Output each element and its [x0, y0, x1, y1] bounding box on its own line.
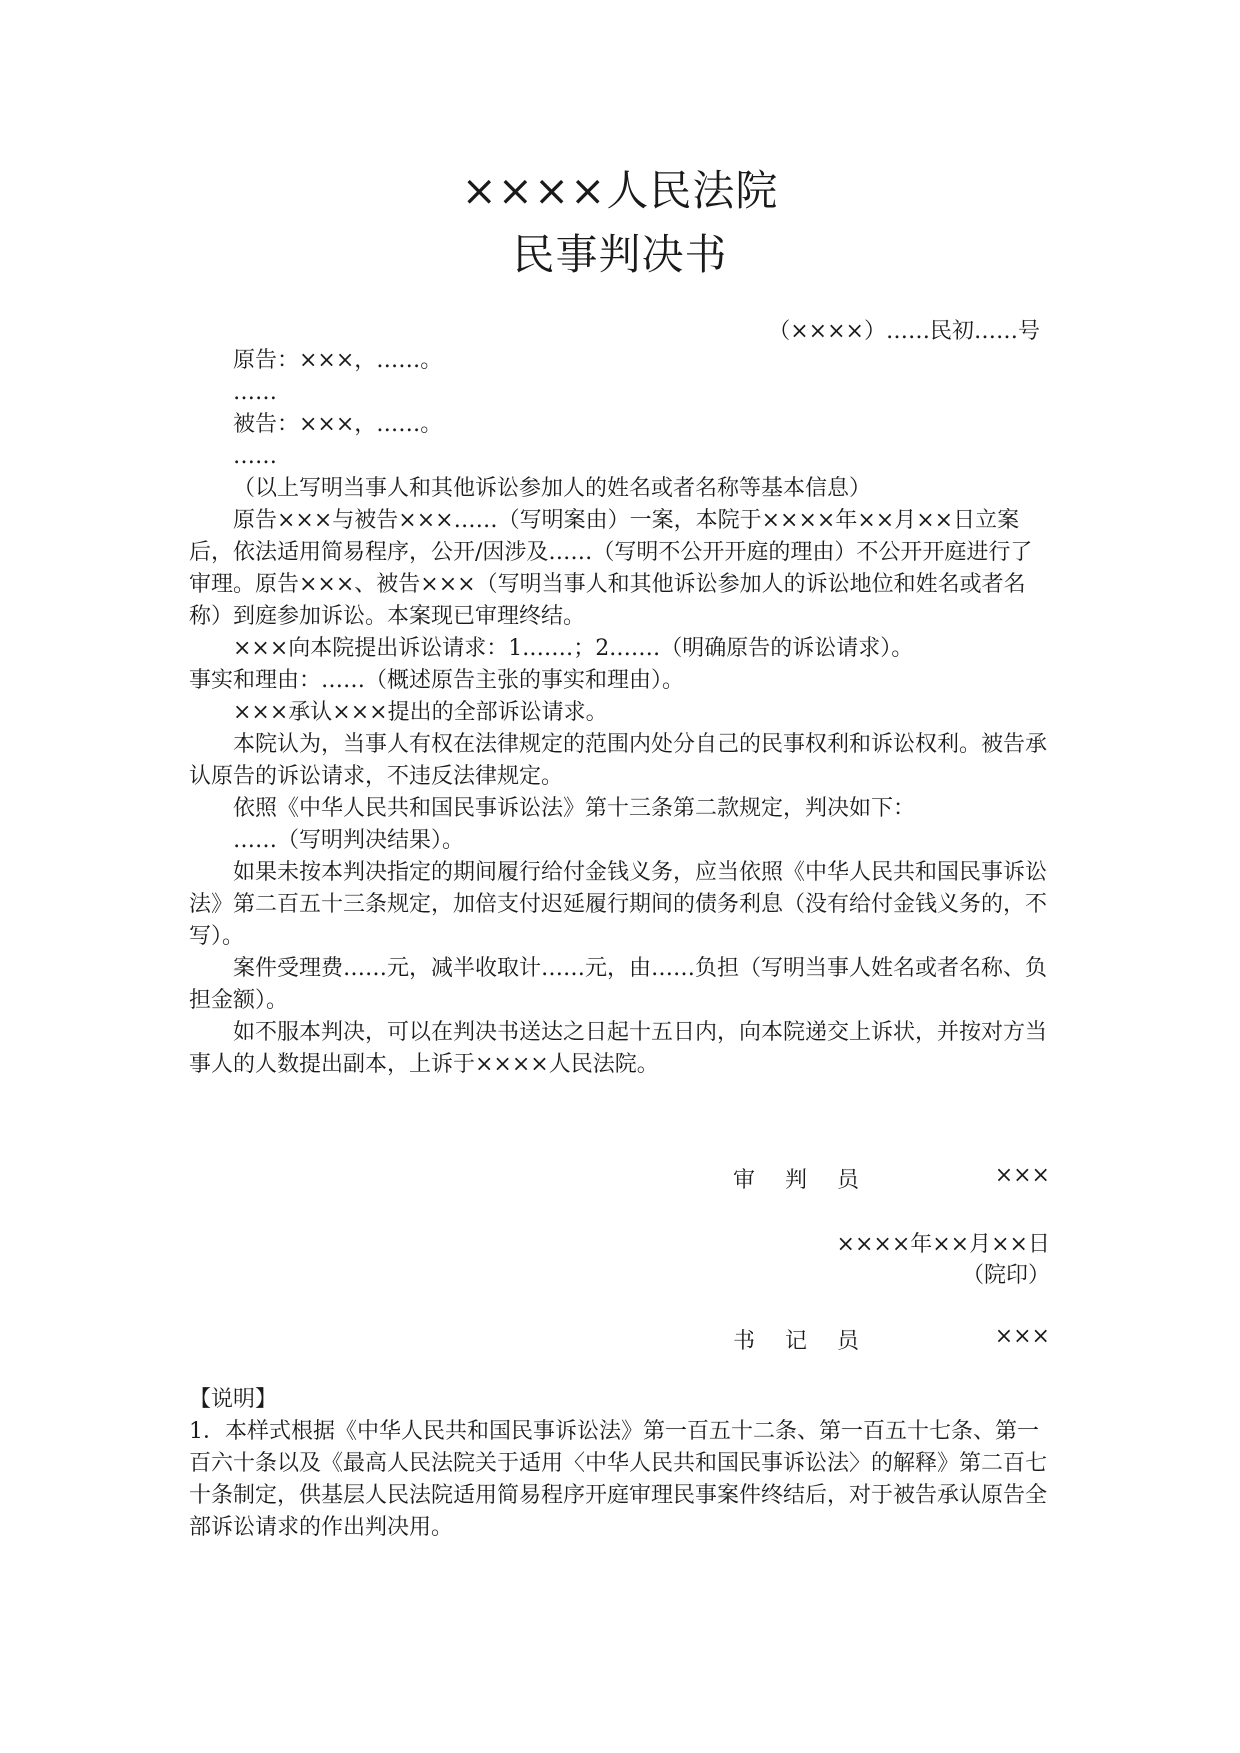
admission-paragraph: ×××承认×××提出的全部诉讼请求。: [233, 700, 608, 725]
notes-item: 1．本样式根据《中华人民共和国民事诉讼法》第一百五十二条、第一百五十七条、第一百六十条以及《最高人民法院关于适用〈中华人民共和国民事诉讼法〉的解释》第二百七十条制定，供基层人民法院适用简易程序开庭审理民事案件终结后，对于被告承认原告全部诉讼请求的作出判决用。: [189, 1419, 1048, 1540]
fee-paragraph: 案件受理费……元，减半收取计……元，由……负担（写明当事人姓名或者名称、负担金额）。: [189, 956, 1048, 1013]
document-title: 民事判决书: [512, 230, 728, 279]
party-defendant: 被告：×××，……。: [233, 412, 443, 437]
explanation-notes: [189, 1384, 1051, 1544]
judgment-date: ××××年××月××日: [836, 1232, 1050, 1257]
appeal-paragraph: 如不服本判决，可以在判决书送达之日起十五日内，向本院递交上诉状，并按对方当事人的人数提出副本，上诉于××××人民法院。: [189, 1020, 1048, 1077]
party-note: （以上写明当事人和其他诉讼参加人的姓名或者名称等基本信息）: [233, 476, 872, 501]
judge-label: 审判员: [733, 1168, 890, 1193]
claims-paragraph: ×××向本院提出诉讼请求：1.……；2.……（明确原告的诉讼请求）。: [233, 636, 914, 661]
interest-paragraph: 如果未按本判决指定的期间履行给付金钱义务，应当依照《中华人民共和国民事诉讼法》第二百五十三条规定，加倍支付迟延履行期间的债务利息（没有给付金钱义务的，不写）。: [189, 860, 1048, 949]
clerk-label: 书记员: [733, 1329, 890, 1354]
judgment-body: [189, 345, 1051, 1081]
party-ellipsis: ……: [233, 380, 277, 405]
judgment-result-paragraph: ……（写明判决结果）。: [233, 828, 465, 853]
court-opinion-paragraph: 本院认为，当事人有权在法律规定的范围内处分自己的民事权利和诉讼权利。被告承认原告的诉讼请求，不违反法律规定。: [189, 732, 1048, 789]
court-name: ××××人民法院: [461, 166, 779, 215]
notes-heading: 【说明】: [189, 1387, 278, 1412]
legal-basis-paragraph: 依照《中华人民共和国民事诉讼法》第十三条第二款规定，判决如下：: [233, 796, 916, 821]
party-ellipsis: ……: [233, 444, 277, 469]
facts-paragraph: 事实和理由：……（概述原告主张的事实和理由）。: [189, 668, 685, 693]
case-number: （××××）……民初……号: [768, 319, 1040, 344]
clerk-name: ×××: [994, 1324, 1050, 1349]
judge-name: ×××: [994, 1163, 1050, 1188]
case-intro-paragraph: 原告×××与被告×××……（写明案由）一案，本院于××××年××月××日立案后，依法适用简易程序，公开/因涉及……（写明不公开开庭的理由）不公开开庭进行了审理。原告×××、被告×××（写明当事人和其他诉讼参加人的诉讼地位和姓名或者名称）到庭参加诉讼。本案现已审理终结。: [189, 508, 1033, 629]
court-seal-note: （院印）: [961, 1263, 1050, 1288]
party-plaintiff: 原告：×××，……。: [233, 348, 443, 373]
